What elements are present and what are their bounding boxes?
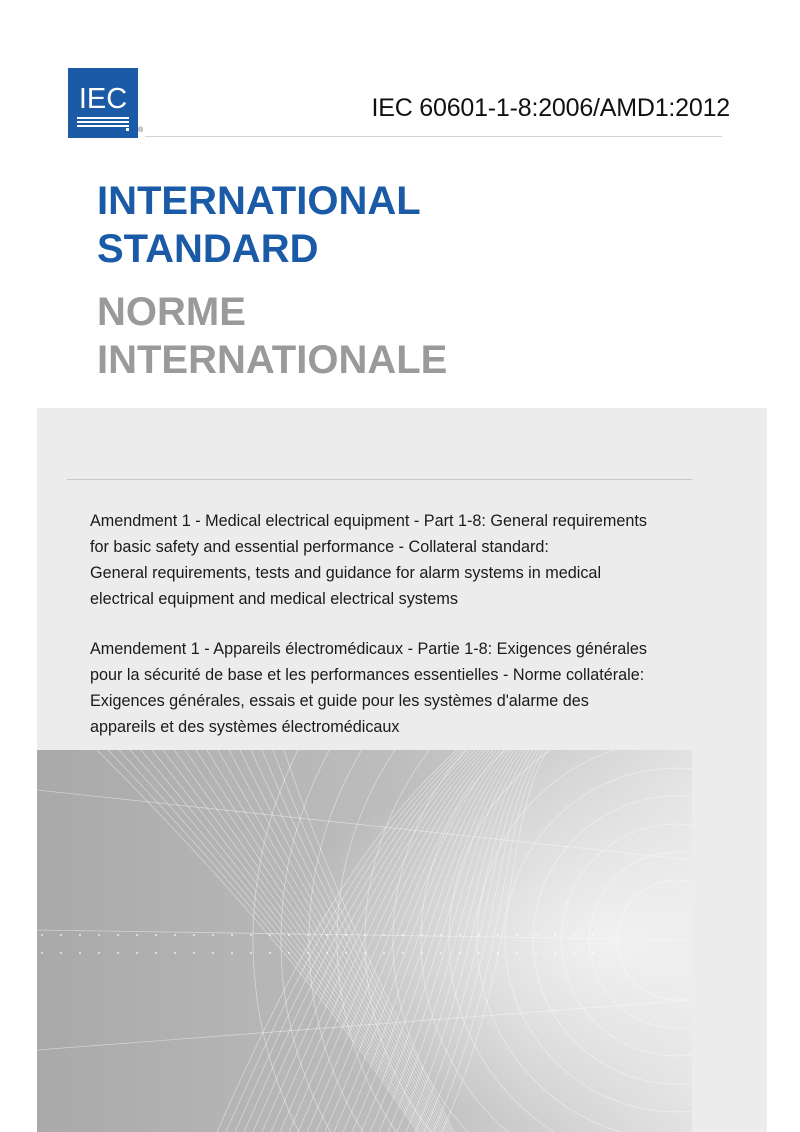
title-english-line: STANDARD: [97, 227, 319, 271]
description-line: Amendement 1 - Appareils électromédicaux - Partie 1-8: Exigences générales: [90, 640, 647, 658]
decorative-dot: [269, 952, 271, 954]
cover-graphic: [37, 750, 692, 1132]
decorative-dot: [174, 952, 176, 954]
decorative-dot: [421, 934, 423, 936]
decorative-dot: [345, 952, 347, 954]
decorative-dot: [155, 934, 157, 936]
decorative-dot: [98, 934, 100, 936]
decorative-dot: [592, 934, 594, 936]
decorative-dot: [288, 952, 290, 954]
decorative-dot: [345, 934, 347, 936]
description-line: appareils et des systèmes électromédicaux: [90, 718, 400, 736]
description-line: General requirements, tests and guidance for alarm systems in medical: [90, 564, 602, 582]
description-line: Amendment 1 - Medical electrical equipment - Part 1-8: General requirements: [90, 512, 647, 530]
decorative-dot: [41, 952, 43, 954]
decorative-dot: [402, 934, 404, 936]
logo-text: IEC: [78, 83, 128, 115]
decorative-dot: [193, 934, 195, 936]
description-english: [90, 508, 700, 612]
decorative-dot: [136, 934, 138, 936]
title-english-line: INTERNATIONAL: [97, 179, 421, 223]
decorative-dot: [41, 934, 43, 936]
decorative-dot: [383, 934, 385, 936]
decorative-dot: [212, 952, 214, 954]
decorative-dot: [440, 934, 442, 936]
registered-mark: ®: [138, 127, 144, 134]
description-line: pour la sécurité de base et les performances essentielles - Norme collatérale:: [90, 666, 645, 684]
decorative-dot: [250, 952, 252, 954]
description-line: electrical equipment and medical electrical systems: [90, 590, 458, 608]
decorative-dot: [231, 952, 233, 954]
decorative-dot: [155, 952, 157, 954]
decorative-dot: [60, 952, 62, 954]
decorative-dot: [98, 952, 100, 954]
decorative-dot: [516, 952, 518, 954]
decorative-dot: [478, 952, 480, 954]
decorative-dot: [554, 952, 556, 954]
header-divider: [145, 136, 722, 137]
document-number: IEC 60601-1-8:2006/AMD1:2012: [371, 94, 730, 122]
decorative-dot: [364, 952, 366, 954]
decorative-dot: [288, 934, 290, 936]
decorative-dot: [231, 934, 233, 936]
decorative-dot: [535, 952, 537, 954]
decorative-dot: [497, 952, 499, 954]
decorative-dot: [79, 934, 81, 936]
decorative-dot: [364, 934, 366, 936]
decorative-dot: [307, 934, 309, 936]
decorative-dot: [174, 934, 176, 936]
decorative-dot: [383, 952, 385, 954]
decorative-dot: [212, 934, 214, 936]
decorative-dot: [573, 952, 575, 954]
title-french: [97, 288, 447, 384]
decorative-dot: [573, 934, 575, 936]
decorative-dot: [60, 934, 62, 936]
description-french: [90, 636, 700, 740]
decorative-dot: [326, 934, 328, 936]
title-french-line: INTERNATIONALE: [97, 338, 448, 382]
decorative-dot: [402, 952, 404, 954]
panel-divider: [67, 479, 692, 480]
decorative-dot: [516, 934, 518, 936]
decorative-dot: [193, 952, 195, 954]
decorative-dot: [592, 952, 594, 954]
decorative-dot: [554, 934, 556, 936]
decorative-dot: [421, 952, 423, 954]
description-line: Exigences générales, essais et guide pour les systèmes d'alarme des: [90, 692, 589, 710]
decorative-dot: [250, 934, 252, 936]
iec-logo: [68, 68, 138, 138]
decorative-dot: [269, 934, 271, 936]
decorative-dot: [535, 934, 537, 936]
decorative-dot: [307, 952, 309, 954]
title-french-line: NORME: [97, 290, 246, 334]
decorative-dot: [497, 934, 499, 936]
decorative-dot: [136, 952, 138, 954]
title-english: [97, 177, 421, 273]
decorative-dot: [79, 952, 81, 954]
decorative-dot: [117, 952, 119, 954]
decorative-dot: [326, 952, 328, 954]
decorative-dot: [117, 934, 119, 936]
decorative-dot: [459, 952, 461, 954]
decorative-dot: [440, 952, 442, 954]
decorative-dot: [478, 934, 480, 936]
decorative-dot: [459, 934, 461, 936]
description-line: for basic safety and essential performance - Collateral standard:: [90, 538, 549, 556]
